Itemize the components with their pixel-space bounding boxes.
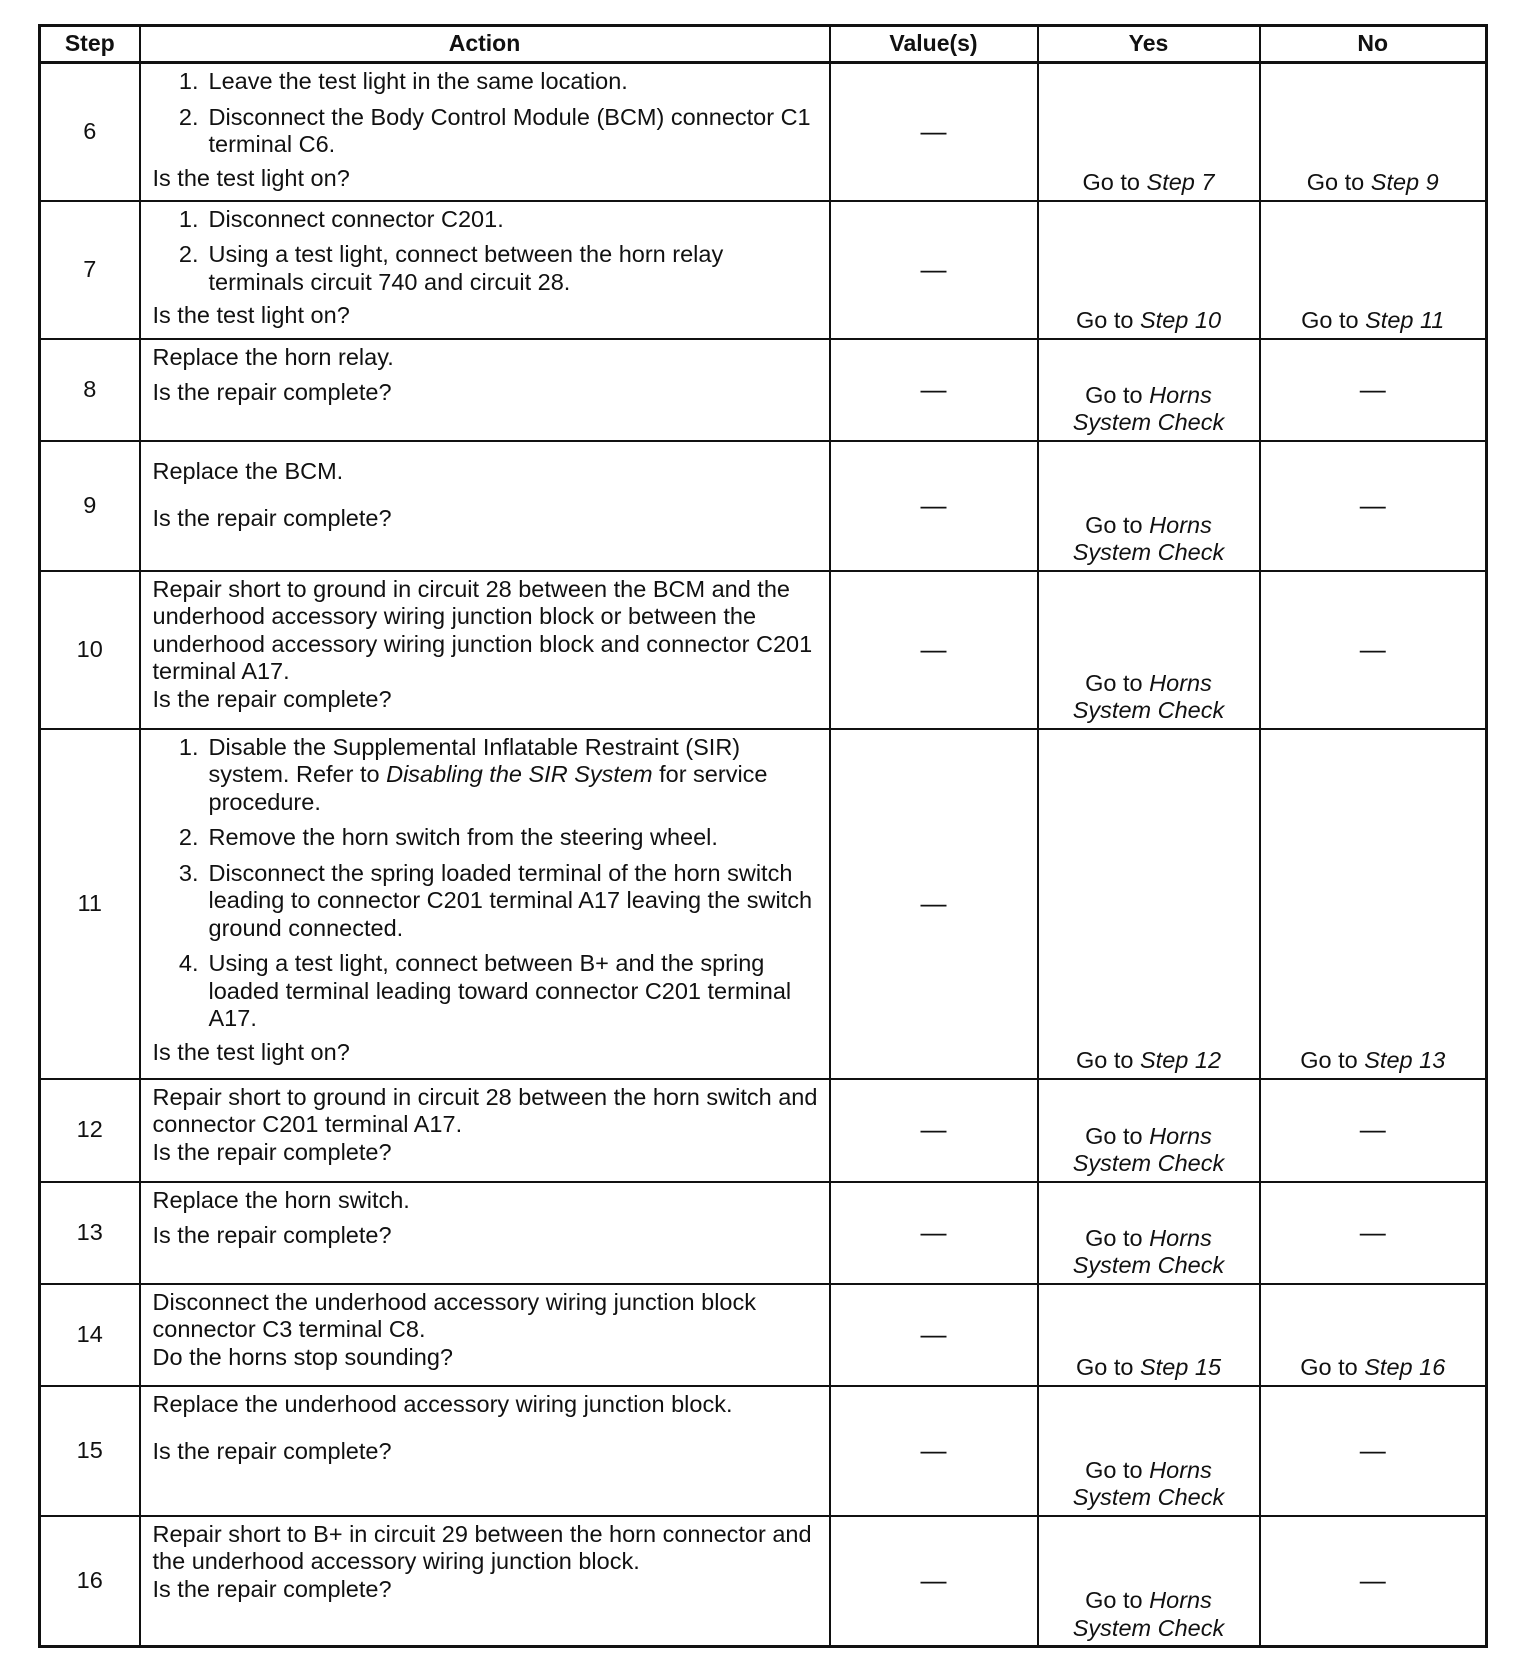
table-row-step-14 xyxy=(40,1284,1487,1386)
list-item: 2. Disconnect the Body Control Module (BCM) connector C1 terminal C6. xyxy=(178,103,811,157)
diagnostic-table xyxy=(38,24,1488,1648)
table-row-step-10 xyxy=(40,571,1487,729)
no-cell xyxy=(1260,201,1487,339)
list-item: 2. Remove the horn switch from the steering wheel. xyxy=(178,824,718,850)
action-question: Is the repair complete? xyxy=(152,505,392,531)
yes-goto-link[interactable]: Go to Horns System Check xyxy=(1072,1456,1225,1510)
value-dash: — xyxy=(830,1284,1038,1386)
value-dash: — xyxy=(830,63,1038,201)
no-dash: — xyxy=(1260,1079,1487,1182)
yes-goto-link[interactable]: Go to Horns System Check xyxy=(1072,669,1225,723)
action-question: Is the repair complete? xyxy=(152,1138,392,1165)
yes-cell xyxy=(1038,441,1260,571)
action-list xyxy=(153,68,821,165)
action-question: Do the horns stop sounding? xyxy=(152,1343,453,1370)
step-number: 6 xyxy=(40,63,140,201)
action-question: Is the repair complete? xyxy=(152,379,392,405)
table-row-step-7 xyxy=(40,201,1487,339)
yes-cell xyxy=(1038,63,1260,201)
action-statement: Repair short to B+ in circuit 29 between the horn connector and the underhood accessory wiring junction block. xyxy=(152,1520,812,1574)
list-item: 1. Disable the Supplemental Inflatable Restraint (SIR) system. Refer to Disabling the SIR System for service procedure. xyxy=(178,733,768,815)
value-dash: — xyxy=(830,201,1038,339)
value-dash: — xyxy=(830,1386,1038,1516)
yes-goto-link[interactable]: Go to Step 15 xyxy=(1075,1354,1222,1380)
list-item: 2. Using a test light, connect between the horn relay terminals circuit 740 and circuit 28. xyxy=(178,241,724,295)
step-number: 11 xyxy=(40,729,140,1079)
yes-goto-link[interactable]: Go to Horns System Check xyxy=(1072,1224,1225,1278)
no-dash: — xyxy=(1260,1516,1487,1647)
header-no: No xyxy=(1260,26,1487,63)
list-item: 1. Disconnect connector C201. xyxy=(178,205,504,232)
step-number: 9 xyxy=(40,441,140,571)
action-list xyxy=(153,206,821,303)
list-item: 1. Leave the test light in the same location. xyxy=(178,68,628,94)
action-cell xyxy=(140,1386,830,1516)
action-cell xyxy=(140,63,830,201)
list-item: 3. Disconnect the spring loaded terminal of the horn switch leading to connector C201 terminal A17 leaving the switch ground connected. xyxy=(178,859,813,941)
action-cell xyxy=(140,1182,830,1284)
step-number: 14 xyxy=(40,1284,140,1386)
no-dash: — xyxy=(1260,1182,1487,1284)
action-statement: Replace the horn switch. xyxy=(152,1186,410,1213)
yes-cell xyxy=(1038,1284,1260,1386)
yes-cell xyxy=(1038,1386,1260,1516)
action-cell xyxy=(140,441,830,571)
yes-cell xyxy=(1038,1079,1260,1182)
action-cell xyxy=(140,1284,830,1386)
table-row-step-15 xyxy=(40,1386,1487,1516)
action-cell xyxy=(140,729,830,1079)
value-dash: — xyxy=(830,441,1038,571)
action-statement: Replace the BCM. xyxy=(152,457,344,484)
value-dash: — xyxy=(830,1079,1038,1182)
table-row-step-12 xyxy=(40,1079,1487,1182)
yes-cell xyxy=(1038,339,1260,441)
step-number: 13 xyxy=(40,1182,140,1284)
table-row-step-11 xyxy=(40,729,1487,1079)
step-number: 12 xyxy=(40,1079,140,1182)
yes-cell xyxy=(1038,1516,1260,1647)
action-question: Is the repair complete? xyxy=(152,1222,392,1248)
header-values: Value(s) xyxy=(830,26,1038,63)
value-dash: — xyxy=(830,1516,1038,1647)
step-number: 16 xyxy=(40,1516,140,1647)
table-row-step-6 xyxy=(40,63,1487,201)
value-dash: — xyxy=(830,729,1038,1079)
yes-goto-link[interactable]: Go to Horns System Check xyxy=(1072,381,1225,435)
yes-goto-link[interactable]: Go to Horns System Check xyxy=(1072,1122,1225,1176)
action-question: Is the test light on? xyxy=(152,164,350,191)
header-row xyxy=(40,26,1487,63)
action-statement: Replace the horn relay. xyxy=(152,343,394,370)
no-cell xyxy=(1260,63,1487,201)
header-yes: Yes xyxy=(1038,26,1260,63)
action-statement: Replace the underhood accessory wiring junction block. xyxy=(152,1390,733,1417)
no-dash: — xyxy=(1260,339,1487,441)
action-list xyxy=(153,734,821,1039)
no-dash: — xyxy=(1260,1386,1487,1516)
no-goto-link[interactable]: Go to Step 16 xyxy=(1300,1354,1446,1380)
action-question: Is the repair complete? xyxy=(152,1438,392,1464)
header-action: Action xyxy=(140,26,830,63)
action-statement: Repair short to ground in circuit 28 between the BCM and the underhood accessory wiring junction block or between the underhood accessory wiring junction block and connector C201 terminal A17. xyxy=(152,575,813,684)
action-cell xyxy=(140,201,830,339)
yes-goto-link[interactable]: Go to Horns System Check xyxy=(1072,511,1225,565)
action-cell xyxy=(140,1079,830,1182)
action-question: Is the test light on? xyxy=(152,1038,350,1065)
yes-cell xyxy=(1038,729,1260,1079)
action-question: Is the test light on? xyxy=(152,302,350,328)
table-row-step-16 xyxy=(40,1516,1487,1647)
header-step: Step xyxy=(40,26,140,63)
yes-goto-link[interactable]: Go to Horns System Check xyxy=(1072,1587,1225,1641)
action-cell xyxy=(140,571,830,729)
yes-cell xyxy=(1038,571,1260,729)
list-item: 4. Using a test light, connect between B+ and the spring loaded terminal leading toward connector C201 terminal A17. xyxy=(178,950,792,1031)
yes-cell xyxy=(1038,1182,1260,1284)
no-goto-link[interactable]: Go to Step 13 xyxy=(1300,1047,1446,1073)
table-row-step-9 xyxy=(40,441,1487,571)
table-row-step-8 xyxy=(40,339,1487,441)
step-number: 10 xyxy=(40,571,140,729)
action-cell xyxy=(140,1516,830,1647)
action-statement: Disconnect the underhood accessory wiring junction block connector C3 terminal C8. xyxy=(152,1288,756,1342)
no-cell xyxy=(1260,729,1487,1079)
action-question: Is the repair complete? xyxy=(152,1575,392,1602)
step-number: 8 xyxy=(40,339,140,441)
no-goto-link[interactable]: Go to Step 11 xyxy=(1301,307,1445,333)
no-dash: — xyxy=(1260,571,1487,729)
no-cell xyxy=(1260,1284,1487,1386)
yes-goto-link[interactable]: Go to Step 10 xyxy=(1075,307,1222,333)
yes-goto-link[interactable]: Go to Step 12 xyxy=(1075,1047,1222,1073)
no-dash: — xyxy=(1260,441,1487,571)
action-statement: Repair short to ground in circuit 28 between the horn switch and connector C201 terminal A17. xyxy=(152,1083,818,1137)
value-dash: — xyxy=(830,339,1038,441)
action-cell xyxy=(140,339,830,441)
table-row-step-13 xyxy=(40,1182,1487,1284)
step-number: 7 xyxy=(40,201,140,339)
value-dash: — xyxy=(830,1182,1038,1284)
value-dash: — xyxy=(830,571,1038,729)
step-number: 15 xyxy=(40,1386,140,1516)
yes-cell xyxy=(1038,201,1260,339)
action-question: Is the repair complete? xyxy=(152,685,392,712)
yes-goto-link[interactable]: Go to Step 7 xyxy=(1082,169,1215,195)
no-goto-link[interactable]: Go to Step 9 xyxy=(1306,169,1439,195)
